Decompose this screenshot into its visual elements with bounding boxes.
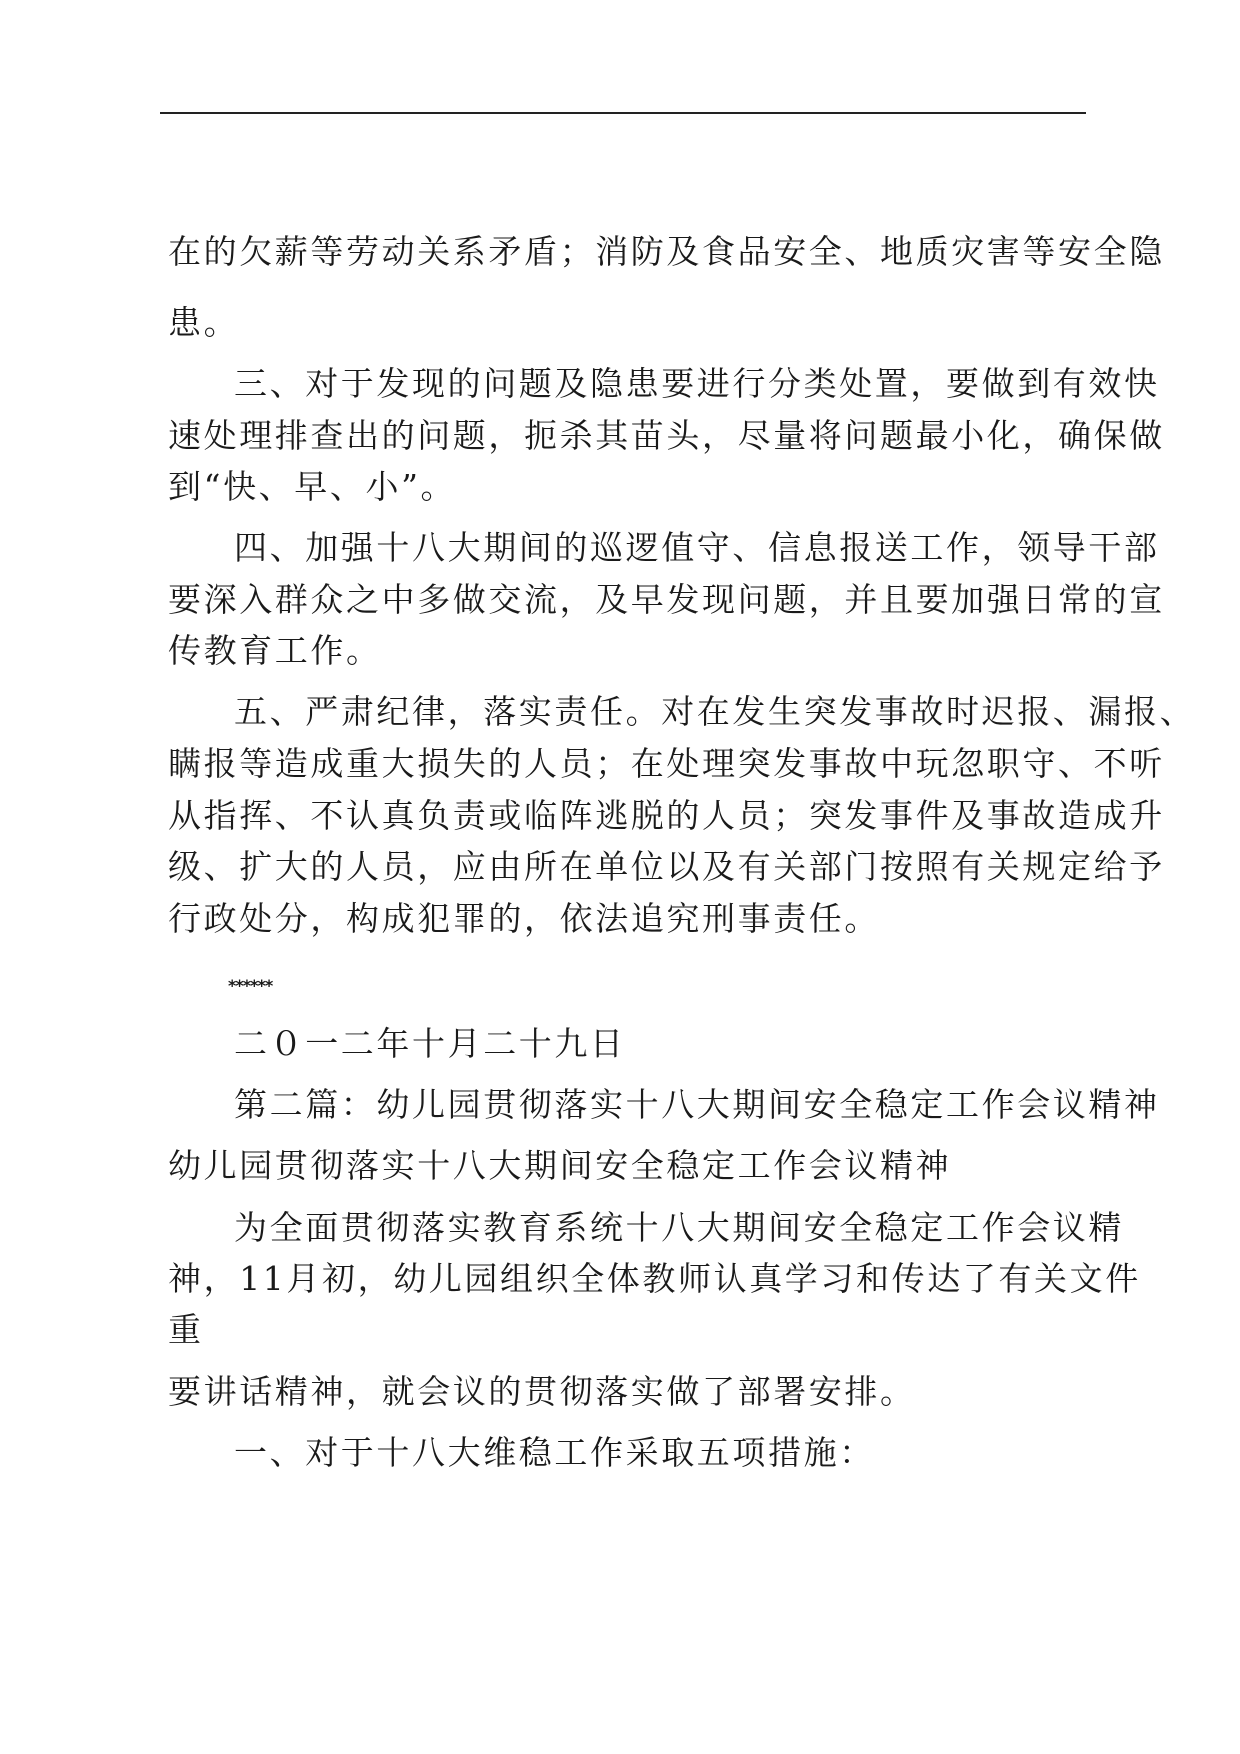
text-line: 级、扩大的人员，应由所在单位以及有关部门按照有关规定给予 (168, 847, 1165, 886)
section-title: 幼儿园贯彻落实十八大期间安全稳定工作会议精神 (168, 1146, 952, 1185)
text-line: 瞒报等造成重大损失的人员；在处理突发事故中玩忽职守、不听 (168, 744, 1165, 783)
text-line: 一、对于十八大维稳工作采取五项措施： (234, 1433, 875, 1472)
text-line: 三、对于发现的问题及隐患要进行分类处置，要做到有效快 (234, 364, 1160, 403)
text-line: 传教育工作。 (168, 631, 382, 670)
separator-stars: ****** (228, 976, 273, 995)
text-line: 重 (168, 1310, 204, 1349)
text-line: 要深入群众之中多做交流，及早发现问题，并且要加强日常的宣 (168, 580, 1165, 619)
text-line: 从指挥、不认真负责或临阵逃脱的人员；突发事件及事故造成升 (168, 796, 1165, 835)
section-heading: 第二篇：幼儿园贯彻落实十八大期间安全稳定工作会议精神 (234, 1085, 1160, 1124)
text-line: 五、严肃纪律，落实责任。对在发生突发事故时迟报、漏报、 (234, 692, 1196, 731)
text-line: 患。 (168, 303, 240, 342)
date-line: 二０一二年十月二十九日 (234, 1024, 626, 1063)
text-line: 四、加强十八大期间的巡逻值守、信息报送工作，领导干部 (234, 528, 1160, 567)
header-rule (160, 112, 1086, 114)
text-line: 行政处分，构成犯罪的，依法追究刑事责任。 (168, 899, 880, 938)
text-line: 在的欠薪等劳动关系矛盾；消防及食品安全、地质灾害等安全隐 (168, 232, 1165, 271)
text-line: 为全面贯彻落实教育系统十八大期间安全稳定工作会议精 (234, 1208, 1124, 1247)
text-line: 到“快、早、小”。 (168, 467, 457, 506)
text-line: 要讲话精神，就会议的贯彻落实做了部署安排。 (168, 1372, 916, 1411)
text-line: 神，11月初，幼儿园组织全体教师认真学习和传达了有关文件 (168, 1259, 1141, 1298)
text-line: 速处理排查出的问题，扼杀其苗头，尽量将问题最小化，确保做 (168, 416, 1165, 455)
